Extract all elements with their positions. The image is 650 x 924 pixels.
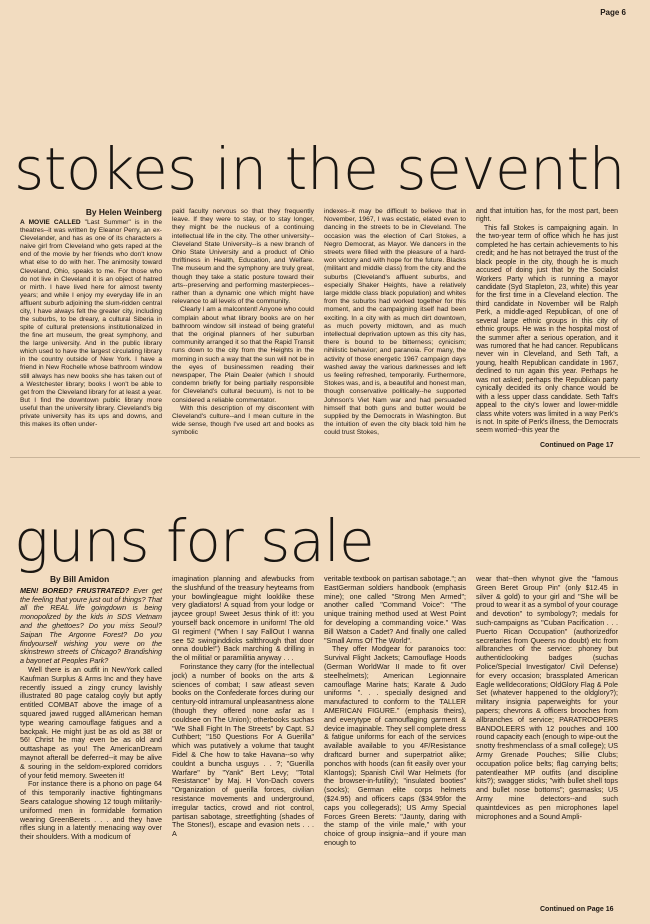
article2-column-3	[324, 575, 466, 848]
article1-byline: By Helen Weinberg	[85, 207, 162, 217]
article1-column-2	[172, 208, 314, 438]
article1-column-4	[476, 208, 618, 436]
article1-column-3	[324, 208, 466, 438]
article2-column-4	[476, 575, 618, 821]
page-number: Page 6	[600, 8, 626, 17]
article1-paragraph: and that intuition has, for the most part, been right.	[476, 208, 618, 224]
article2-byline: By Bill Amidon	[50, 574, 110, 584]
article2-headline: guns for sale	[14, 507, 374, 575]
article2-paragraph: wear that--then whynot give the "famous Green Beret Group Pin" (only $12.45 in silver & gold) to your girl and "She will be proud to wear it as a symbol of your courage and devotion" to symbology?; medals for such-campaigns as "Cuban Pacification . . . Puerto Rican Occupation" (authorizedfor secretaries from Queens no doubt) etc from allbranches of the service: phoney but authenticlooking badges (suchas Police/Special Investigator/ Civil Defense) for every occasion; brassplated American Eagle welldecorations; OldGlory Flag & Pole Set (whatever happened to the oldglory?); military insignia paperweights for your papers; chevrons & officers brooches from allbranches of service; PARATROOPERS BANDOLEERS with 12 pouches and 100 round capacity each (enough to wipe-out the snotty freshmenclass of a small college); US Army Grenade Pouches; Sillie Clubs; occupation police belts; flag carrying belts; patentleather MP outfits (and discipline kits?); swagger sticks; "with bullet shell tops and bullet nose bottoms"; gasmasks; US Army mine detectors--and such quaintdevices as pen microphones lapel microphones and a Sound Ampli-	[476, 574, 618, 821]
lead-in-text: MEN! BORED? FRUSTRATED?	[20, 585, 130, 595]
section-divider	[10, 457, 640, 458]
article2-paragraph: Well there is an outfit in NewYork called Kaufman Surplus & Arms Inc and they have recently issued a zingy cruncy lavishly illustrated 80 page catalog coyly but aptly entitled COMBAT above the image of a squared jawed rugged allAmerican heman type wearing camouflage fatigues and a backpak. He might just be as old as 38! or 56! Christ he may even be as old and outtashape as you! The AmericanDream maynot afterall be deferred--it may be alive & souring in the seldom-explored corridors of your fetid memory. Sweeten it!	[20, 664, 162, 780]
article2-continued-note: Continued on Page 16	[540, 906, 614, 913]
article1-paragraph: paid faculty nervous so that they frequently leave. If they were to stay, or to stay longer, they might be the nucleus of a continuing intellectual life in the city. The other university--Cleveland State University--is a new branch of Ohio State University and a product of Ohio thriftiness in Health, Education, and Welfare. The museum and the symphony are truly great, though they take a static posture toward their arts--preserving and performing masterpieces--rather than a dynamic one which might have relevance to all levels of the community.	[172, 208, 314, 306]
article2-paragraph: veritable textbook on partisan sabotage."; an EastGerman soldiers handbook (emphasis mine); one called "Strong Men Armed"; another called "Command Voice": "The unique training method used at West Point for developing a commanding voice." Was Bill Watson a Cadet? And finally one called "Small Arms Of The World".	[324, 574, 467, 645]
article2-paragraph: For instance there is a phono on page 64 of this temporarily inactive fightingmans Sears catalogue showing 12 tough militarily-uniformed men in formidable formation wearing GreenBerets . . . and they have rifles slung in a latently menacing way over their shoulders. With a modicum of	[20, 779, 162, 842]
lead-in-text: A MOVIE CALLED	[20, 219, 81, 227]
article2-paragraph: MEN! BORED? FRUSTRATED? Ever get the feeling that youre just out of things? That all the REAL life goingdown is being monopolized by the kids in SDS Vietnam and the ghettoes? Do you miss Seoul? Saipan The Argonne Forest? Do you findyourself wishing you were on the skinstrewn streets of Chicago? Brandishing a bayonet at Peoples Park?	[20, 585, 163, 666]
article1-paragraph: A MOVIE CALLED "Last Summer" is in the theatres--it was written by Eleanor Perry, an ex-Clevelander, and has as one of its characters a naive girl from Cleveland who gets raped at the end of the movie by her friends who don't know what else to do with her. The animosity toward Cleveland, Ohio, speaks to me. For those who do not live in Cleveland it is an object of hatred or mirth. I have lived here for almost twenty years; and while I enjoy my everyday life in an affluent suburb adjoining the slum-ridden central city, I have always felt the greater city, including the suburbs, to be dreary, a cultural Siberia in spite of cultural pretensions institutionalized in the fine art museum, the great symphony, and the large university. And in the public library which used to have the largest circulating library in the country outside of New York. I have a friend in New Rochelle whose bathroom window still always has new books she has taken out of a Westchester library; books I won't be able to get from the Cleveland library for at least a year. But I find the downtown public library more useful than the university library. Cleveland's big private university has its ups and downs, and this makes its often under-	[20, 219, 163, 429]
article2-column-1	[20, 575, 162, 842]
article1-headline: stokes in the seventh	[14, 135, 625, 203]
article1-paragraph: indexes--it may be difficult to believe that in November, 1967, I was ecstatic, elated even to dancing in the streets to be in Cleveland. The occasion was the election of Carl Stokes, a Negro Democrat, as Mayor. We dancers in the streets were filled with the pleasure of a hard-won victory and with hope for the future. Blacks (militant and middle class) from the city and the suburbs (Cleveland's affluent suburbs, and especially Shaker Heights, have a relatively large middle class black population) and whites from the suburbs had worked together for this moment, and the campaigning itself had been exciting. In a city with as much dirt downtown, as much poverty midtown, and as much intellectual deprivation uptown as this city has, there is bound to be bitterness; cynicism; nihilistic behavior; and paranoia. For many, the activity of those energetic 1967 campaign days washed away the various darknesses and left us feeling refreshed, temporarily. Furthermore, Stokes was, and is, a beautiful and honest man, though conservative politically--he supported Johnson's Viet Nam war and had persuaded himself that both guns and butter would be supplied by the Democrats in Washington. But the intuition of even the city black told him he could trust Stokes,	[324, 208, 467, 437]
article2-column-2	[172, 575, 314, 839]
article1-column-1	[20, 208, 162, 429]
article2-paragraph: Forinstance they carry (for the intellectual jock) a number of books on the arts & sciences of combat; I saw atleast seven books on the Confederate forces during our century-old intramural unpleasantness alone (though they offered none asfar as I couldsee on The Union); otherbooks suchas "We Shall Fight In The Streets" by Capt. SJ Cuthbert; "150 Questions For A Guerilla" which was putatively a volume that taught Fidel & Che how to take Havana--so why couldnt a buncha usguys . . ?; "Guerilla Warfare" by "Yank" Bert Levy; "Total Resistance" by Maj. H Von-Dach covers "Organization of guerilla forces, civilian resistance movements and underground, irregular tactics, crowd and riot control, partisan sabotage, streetfighting (shades of The Stones!), escape and evasion nets . . . A	[172, 661, 314, 839]
article1-paragraph: Clearly I am a malcontent! Anyone who could complain about what library books are on her bathroom window sill instead of being grateful that the original planners of her suburban community arranged it so that the Rapid Transit runs down to the city from the Heights in the morning in such a way that the sun will not be in the eyes of businessmen reading their newspaper, The Plain Dealer (which I should condemn briefly for being partially responsible for Cleveland's cultural becuum), is not to be considered a reliable commentator.	[172, 306, 315, 404]
article1-continued-note: Continued on Page 17	[540, 442, 614, 449]
article1-paragraph: This fall Stokes is campaigning again. In the two-year term of office which he has just completed he has certain achievements to his credit; and he has not betrayed the trust of the black people in the city, though he is much accused of doing just that by the Socialist Workers Party which is running a mayor candidate (Syd Stapleton, 23, white) this year for the first time in a Cleveland election. The third candidate in November will be Ralph Perk, a middle-aged Republican, of one of several large ethnic groups in this city of ethnic groups. He was in the hospital most of the summer after a serious operation, and it was rumored that he had cancer. Republicans never win in Cleveland, and Seth Taft, a young, health Republican candidate in 1967, declined to run again this year. Perhaps he was not asked; perhaps the Republican party cynically decided its only chance would be with a less upper class candidate. Seth Taft's appeal to the city's lower and lower-middle class white voters was limited in a way Perk's is not. In spite of Perk's illness, the Democrats seem worried--this year the	[476, 224, 618, 435]
article1-paragraph: With this description of my discontent with Cleveland's culture--and I mean culture in the wide sense, though I've used art and books as symbolic	[172, 404, 314, 437]
article2-paragraph: imagination planning and afewbucks from the slushfund of the treasury heyteams from your bowlingleague might looklike these very gladiators! A squad from your lodge or jaycee group! Sweet Jesus think of it!: you yourself back oncemore in uniform! The old GI regimen! ("When I say FallOut I wanna see 52 swinginddicks saltthrough that door onna double!") Back marching & drilling in the ol militia! or paramilitia anyway . . .	[172, 574, 314, 663]
article2-paragraph: They offer Modgear for paranoics too: Survival Flight Jackets; Camouflage Hoods (German WorldWar II made to fit over steelhelmets); American Legionnaire camouflage Marine hats; Karate & Judo uniforms ". . . specially designed and manufactured to conform to the TALLER AMERICAN FIGURE." (emphasis theirs), and everytype of camouflaging garment & device imaginable. They sell complete dress & fatigue uniforms for each of the services available available to you 4F/Resistance draftcard burner and superpatriot alike; ponchos with hoods (can fit easily over your Klantogs); Spanish Civil War Helmets (for the browser-in-futility); "insulated booties" (socks); German elite corps helmets ($24.95) and officers caps ($34.95for the caps you collegerads); US Army Special Forces Green Berets: "Jaunty, daring with the stamp of the virile male," with your choice of group insignia--and if youre man enough to	[324, 644, 466, 847]
